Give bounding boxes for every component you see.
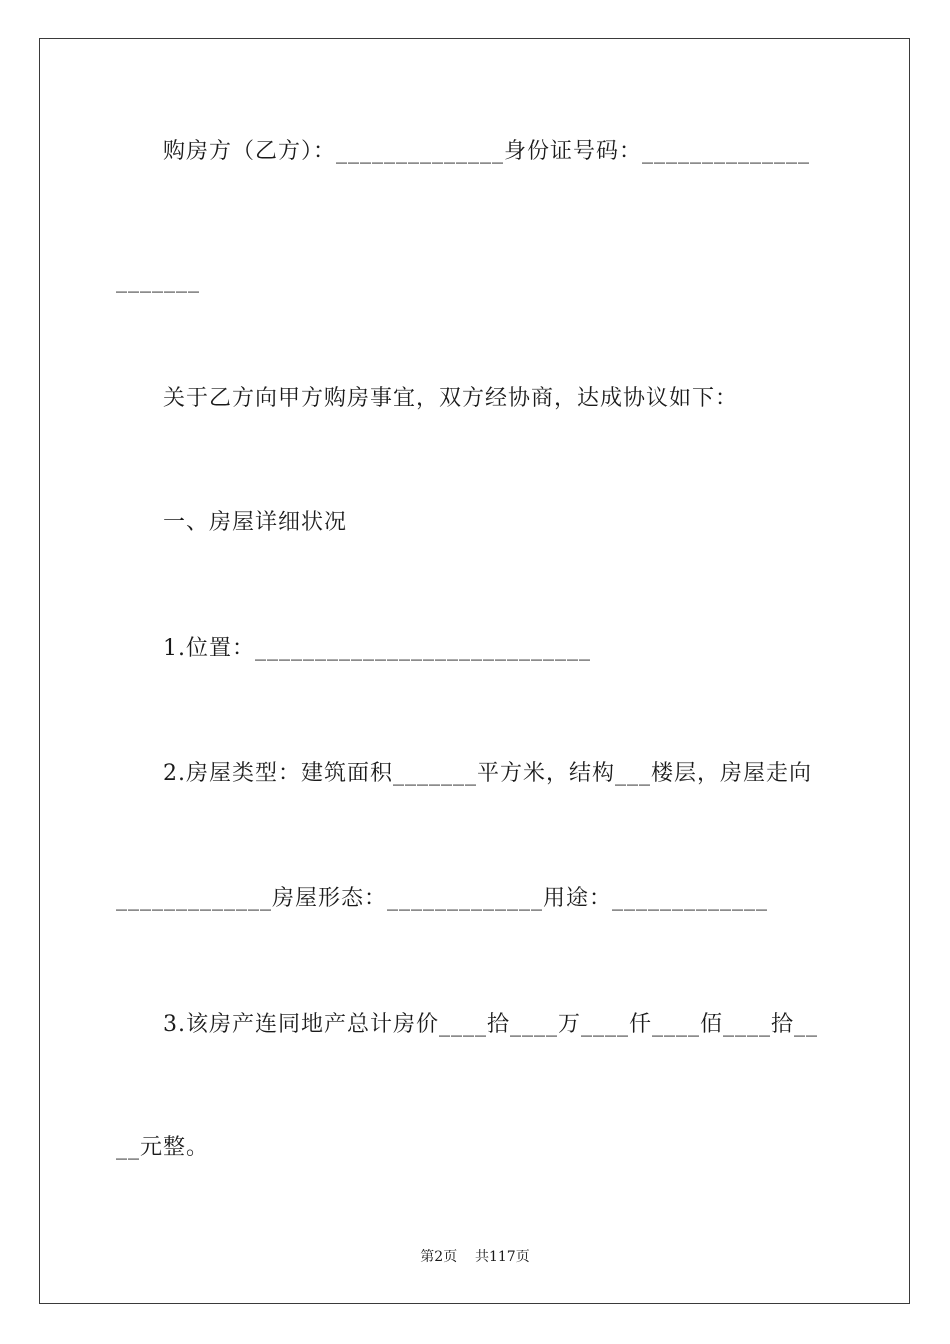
page-number-footer: 第2页 共117页 [420, 1249, 530, 1265]
id-number-continuation-line: _______ [116, 268, 200, 293]
buyer-party-line: 购房方（乙方）：______________身份证号码：______________ [163, 139, 811, 164]
clause-location: 1.位置：____________________________ [163, 636, 591, 661]
clause-house-type: 2.房屋类型：建筑面积_______平方米，结构___楼层，房屋走向 [163, 761, 812, 786]
clause-house-type-continuation: _____________房屋形态：_____________用途：_____________ [116, 886, 769, 911]
page-frame [39, 38, 910, 1304]
clause-total-price: 3.该房产连同地产总计房价____拾____万____仟____佰____拾__ [163, 1012, 818, 1037]
section-heading-house-details: 一、房屋详细状况 [163, 510, 348, 535]
clause-total-price-continuation: __元整。 [116, 1135, 210, 1160]
agreement-intro-paragraph: 关于乙方向甲方购房事宜，双方经协商，达成协议如下： [163, 386, 739, 411]
